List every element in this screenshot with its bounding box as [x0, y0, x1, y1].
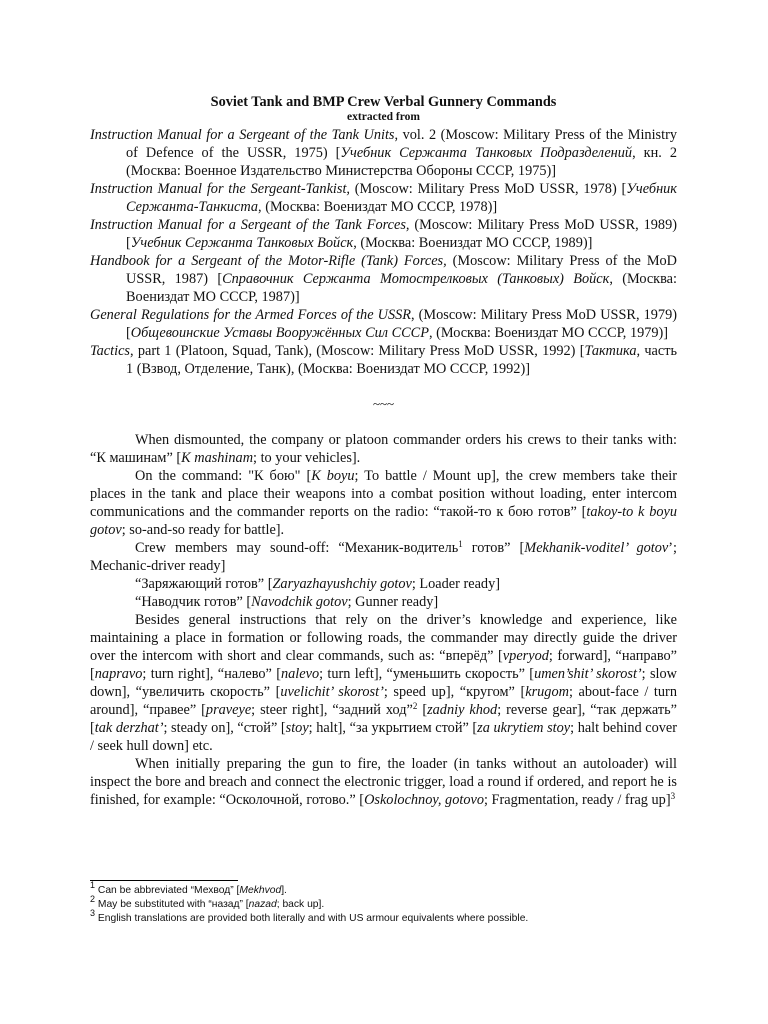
text-run: ; reverse gear], “так держать” [ [90, 702, 678, 736]
text-run: “Наводчик готов” [ [135, 594, 252, 610]
footnote-rule [90, 880, 238, 881]
text-run: Can be abbreviated “Мехвод” [ [95, 885, 240, 896]
italic-text: K boyu [311, 468, 355, 484]
italic-text: tak derzhat’ [94, 720, 164, 736]
footnote-marker: 3 [670, 791, 676, 801]
text-run: ; about-face / turn around], “правее” [ [90, 684, 677, 718]
italic-text: Учебник Сержанта-Танкиста [126, 181, 677, 215]
text-run: , vol. 2 (Moscow: Military Press of the Ministry of Defence of the USSR, 1975) [ [126, 127, 677, 161]
source-entry [90, 180, 677, 216]
body-paragraph [90, 539, 677, 575]
text-run: ; forward], “направо” [ [90, 648, 677, 682]
source-entry [90, 306, 677, 342]
text-run: (Moscow: Military Press MoD USSR, 1978) [ [350, 181, 627, 197]
footnote-marker: 1 [458, 539, 463, 549]
document-title: Soviet Tank and BMP Crew Verbal Gunnery Commands [210, 94, 557, 110]
text-run: When initially preparing the gun to fire, the loader (in tanks without an autoloader) will inspect the bore and breach and connect the electronic trigger, load a round if ordered, and report he is finished, for example: “Осколочной, готово.” [ [90, 756, 677, 808]
text-run: , (Москва: Воениздат МО СССР, 1987)] [126, 271, 677, 305]
text-run: , кн. 2 (Москва: Военное Издательство Министерства Обороны СССР, 1975)] [126, 145, 677, 179]
text-run: ; to your vehicles]. [253, 450, 361, 466]
body-paragraph [90, 431, 677, 467]
text-run: When dismounted, the company or platoon commander orders his crews to their tanks with: “К машинам” [ [90, 432, 677, 466]
italic-text: Справочник Сержанта Мотострелковых (Танковых) Войск [222, 271, 610, 287]
text-run: ; To battle / Mount up], the crew members take their places in the tank and place their weapons into a combat position without loading, enter intercom communications and the commander reports on the radio: “такой-то к бою готов” [ [90, 468, 678, 520]
text-run: ; turn left], “уменьшить скорость” [ [319, 666, 535, 682]
text-run: On the command: "К бою" [ [135, 468, 312, 484]
italic-text: Zaryazhayushchiy gotov [272, 576, 412, 592]
text-run: , part 1 (Platoon, Squad, Tank), (Moscow: Military Press MoD USSR, 1992) [ [130, 343, 585, 359]
footnotes [90, 880, 690, 926]
italic-text: General Regulations for the Armed Forces of the USSR [90, 307, 411, 323]
italic-text: Учебник Сержанта Танковых Войск [130, 235, 354, 251]
source-entry [90, 342, 677, 378]
footnote-marker: 2 [412, 701, 418, 711]
text-run: ; Fragmentation, ready / frag up] [483, 792, 671, 808]
body-paragraph [90, 575, 677, 593]
italic-text: nazad [248, 899, 277, 910]
body-paragraph [90, 467, 677, 539]
source-entry [90, 252, 677, 306]
italic-text: Тактика, [584, 343, 641, 359]
text-run: , (Москва: Воениздат МО СССР, 1989)] [353, 235, 593, 251]
italic-text: umen’shit’ skorost’ [534, 666, 642, 682]
body-text [90, 431, 677, 809]
italic-text: Instruction Manual for a Sergeant of the Tank Units [90, 127, 395, 143]
footnote-marker: 2 [90, 894, 96, 904]
text-run: May be substituted with “назад” [ [95, 899, 249, 910]
italic-text: Oskolochnoy, gotovo [364, 792, 484, 808]
footnote [90, 894, 690, 912]
text-run: ; steady on], “стой” [ [163, 720, 286, 736]
italic-text: takoy-to k boyu gotov [90, 504, 677, 538]
text-run: “Заряжающий готов” [ [135, 576, 273, 592]
text-run: , (Moscow: Military Press MoD USSR, 1979) [ [126, 307, 677, 341]
text-run: ; back up]. [276, 899, 325, 910]
text-run: Besides general instructions that rely on the driver’s knowledge and experience, like maintaining a place in formation or following roads, the commander may directly guide the driver over the intercom with short and clear commands, such as: “вперёд” [ [90, 612, 677, 664]
text-run: Crew members may sound-off: “Механик-водитель [135, 540, 459, 556]
text-run: ; halt behind cover / seek hull down] etc. [90, 720, 677, 754]
italic-text: praveye [205, 702, 252, 718]
text-run: [ [417, 702, 428, 718]
italic-text: uvelichit’ skorost’ [280, 684, 384, 700]
body-paragraph [90, 611, 677, 755]
italic-text: krugom [525, 684, 569, 700]
document-subtitle: extracted from [347, 111, 420, 123]
footnote-marker: 3 [90, 908, 96, 918]
source-entry [90, 126, 677, 180]
italic-text: Instruction Manual for the Sergeant-Tankist, [90, 181, 350, 197]
italic-text: Handbook for a Sergeant of the Motor-Rifle (Tank) Forces, [90, 253, 447, 269]
text-run: (Moscow: Military Press MoD USSR, 1989) [ [126, 217, 677, 251]
footnote-marker: 1 [90, 880, 96, 890]
italic-text: Mekhanik-voditel’ gotov [524, 540, 669, 556]
text-run: ; speed up], “кругом” [ [383, 684, 526, 700]
text-run: часть 1 (Взвод, Отделение, Танк), (Москва: Воениздат МО СССР, 1992)] [126, 343, 677, 377]
footnote [90, 880, 690, 898]
italic-text: Tactics [90, 343, 130, 359]
italic-text: Учебник Сержанта Танковых Подразделений [340, 145, 633, 161]
text-run: ]. [281, 885, 287, 896]
italic-text: Instruction Manual for a Sergeant of the Tank Forces, [90, 217, 410, 233]
text-run: , (Москва: Воениздат МО СССР, 1978)] [258, 199, 498, 215]
text-run: ; steer right], “задний ход” [251, 702, 413, 718]
text-run: ; turn right], “налево” [ [142, 666, 281, 682]
italic-text: Общевоинские Уставы Вооружённых Сил СССР [130, 325, 429, 341]
italic-text: Navodchik gotov [251, 594, 348, 610]
source-list [90, 126, 677, 378]
italic-text: napravo [94, 666, 143, 682]
text-run: ; halt], “за укрытием стой” [ [308, 720, 478, 736]
italic-text: stoy [285, 720, 309, 736]
text-run: ; so-and-so ready for battle]. [121, 522, 285, 538]
italic-text: K mashinam [181, 450, 254, 466]
body-paragraph [90, 755, 677, 809]
text-run: (Moscow: Military Press of the MoD USSR, 1987) [ [126, 253, 678, 287]
text-run: ; slow down], “увеличить скорость” [ [90, 666, 677, 700]
text-run: ’; Mechanic-driver ready] [90, 540, 678, 574]
italic-text: zadniy khod [427, 702, 498, 718]
italic-text: za ukrytiem stoy [477, 720, 571, 736]
body-paragraph [90, 593, 677, 611]
text-run: , (Москва: Воениздат МО СССР, 1979)] [428, 325, 669, 341]
section-separator: ~~~ [372, 396, 395, 411]
text-run: ; Gunner ready] [347, 594, 439, 610]
italic-text: nalevo [280, 666, 320, 682]
source-entry [90, 216, 677, 252]
italic-text: Mekhvod [239, 885, 282, 896]
italic-text: vperyod [502, 648, 549, 664]
text-run: English translations are provided both literally and with US armour equivalents where possible. [95, 913, 529, 924]
footnote [90, 908, 690, 926]
text-run: готов” [ [462, 540, 525, 556]
document-page [90, 93, 677, 809]
text-run: ; Loader ready] [411, 576, 500, 592]
